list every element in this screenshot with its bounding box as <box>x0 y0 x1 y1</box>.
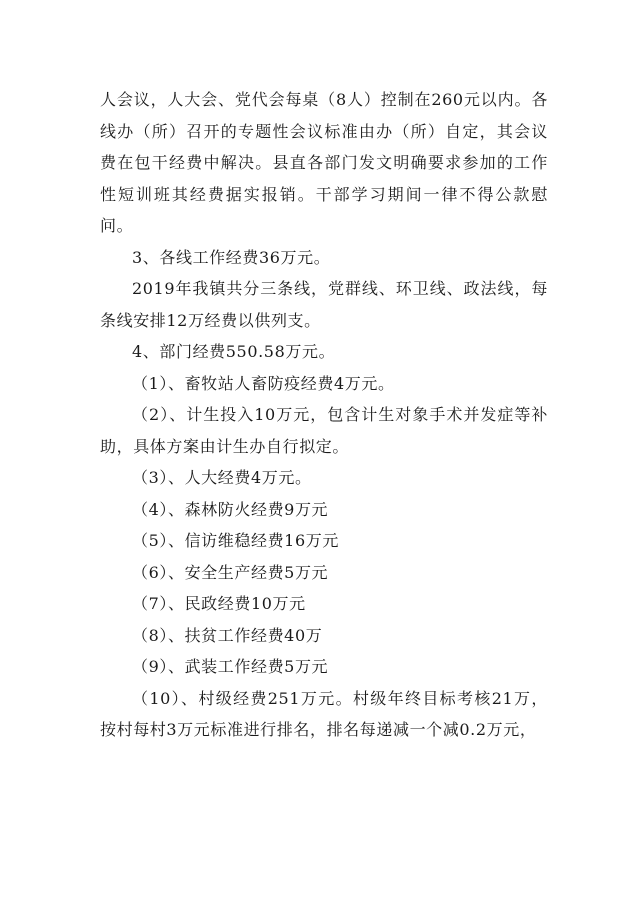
list-item-work-safety: （6）、安全生产经费5万元 <box>132 562 329 582</box>
list-item-civil-affairs: （7）、民政经费10万元 <box>132 594 306 613</box>
list-item-forest-fire: （4）、森林防火经费9万元 <box>132 499 329 519</box>
list-item-armed-forces: （9）、武装工作经费5万元 <box>132 657 329 676</box>
list-item-poverty-alleviation: （8）、扶贫工作经费40万 <box>132 625 323 645</box>
list-item-npc-funds: （3）、人大经费4万元。 <box>132 468 312 487</box>
paragraph-three-lines: 2019年我镇共分三条线，党群线、环卫线、政法线，每条线安排12万经费以供列支。 <box>100 279 548 330</box>
list-item-petition-stability: （5）、信访维稳经费16万元 <box>132 531 339 550</box>
paragraph-department-funds: 4、部门经费550.58万元。 <box>132 342 336 361</box>
body-text <box>100 84 548 746</box>
list-item-livestock-epidemic: （1）、畜牧站人畜防疫经费4万元。 <box>132 373 395 393</box>
list-item-village-funds: （10）、村级经费251万元。村级年终目标考核21万，按村每村3万元标准进行排名，排名每递减一个减0.2万元， <box>100 688 548 739</box>
paragraph-line-work-funds: 3、各线工作经费36万元。 <box>132 247 331 267</box>
paragraph-meeting-standards: 人会议，人大会、党代会每桌（8人）控制在260元以内。各线办（所）召开的专题性会议标准由办（所）自定，其会议费在包干经费中解决。县直各部门发文明确要求参加的工作性短训班其经费据实报销。干部学习期间一律不得公款慰问。 <box>100 90 548 235</box>
list-item-family-planning: （2）、计生投入10万元，包含计生对象手术并发症等补助，具体方案由计生办自行拟定。 <box>100 405 548 456</box>
